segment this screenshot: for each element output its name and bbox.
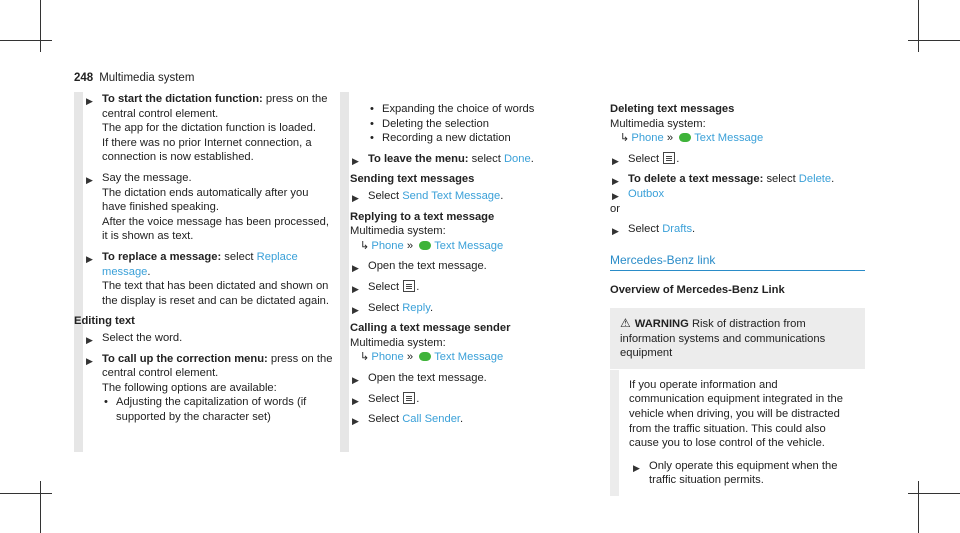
overview-heading: Overview of Mercedes-Benz Link — [610, 284, 785, 297]
replace-message-link[interactable]: Replace message — [102, 250, 298, 278]
step-open-message: ▶ Open the text message. — [340, 259, 600, 274]
arrow-icon: ▶ — [612, 155, 619, 166]
warning-triangle-icon: ⚠ — [620, 315, 631, 330]
delete-heading: Deleting text messages — [610, 103, 735, 115]
arrow-icon: ▶ — [612, 226, 619, 237]
step-select-menu: ▶ Select . — [610, 152, 870, 167]
reply-link[interactable]: Reply — [402, 301, 430, 314]
step-delete-message: ▶ To delete a text message: select Delete. — [610, 172, 870, 187]
page-header — [74, 71, 194, 86]
crop-mark — [40, 481, 41, 533]
arrow-icon: ▶ — [86, 253, 93, 264]
menu-path: ↳ Phone » Text Message — [360, 239, 504, 252]
arrow-icon: ▶ — [633, 462, 640, 473]
path-hook-icon: ↳ — [620, 132, 630, 145]
list-item: • Expanding the choice of words — [370, 103, 535, 115]
column-2: • Expanding the choice of words • Deleting the selection • Recording a new dictation ▶ To leave the menu: select Done. Sending text messages ▶ Select Send Text Message. Replying to a text message Multimedia system: ↳ Phone » Text Message ▶ Open the text message. ▶ Select . ▶ Select Reply. Calling a text message sender Multimedia system: ↳ Phone » Text Message ▶ Open the text message. ▶ Select . ▶ Select Call Sender. — [340, 102, 600, 433]
step-select-menu: ▶ Select . — [340, 392, 600, 407]
step-start-dictation: ▶ To start the dictation function: press on the central control element. The app for the dictation function is loaded. If there was no prior Internet connection, a connection is now established. — [86, 93, 328, 164]
step-select-word: ▶ Select the word. — [74, 331, 334, 346]
step-drafts: ▶ Select Drafts. — [610, 222, 870, 237]
crop-mark — [908, 493, 960, 494]
calling-heading: Calling a text message sender — [350, 322, 511, 335]
path-hook-icon: ↳ — [360, 351, 370, 364]
sending-heading: Sending text messages — [350, 173, 475, 186]
arrow-icon: ▶ — [86, 355, 93, 366]
step-select-menu: ▶ Select . — [340, 280, 600, 295]
done-link[interactable]: Done — [503, 152, 531, 165]
warning-step: ▶ Only operate this equipment when the traffic situation permits. — [633, 459, 838, 487]
step-outbox — [610, 187, 870, 202]
section-title: Mercedes-Benz link — [610, 253, 865, 272]
message-icon — [679, 133, 691, 142]
arrow-icon: ▶ — [352, 155, 359, 166]
arrow-icon: ▶ — [352, 263, 359, 274]
step-send-text: ▶ Select Send Text Message. — [340, 189, 600, 204]
chevron-double-icon: » — [666, 132, 674, 145]
crop-mark — [0, 493, 52, 494]
step-open-message: ▶ Open the text message. — [340, 371, 600, 386]
message-icon — [419, 241, 431, 250]
message-icon — [419, 352, 431, 361]
arrow-icon: ▶ — [352, 192, 359, 203]
menu-icon — [663, 152, 675, 164]
send-text-message-link[interactable]: Send Text Message — [402, 189, 501, 202]
menu-path: ↳ Phone » Text Message — [360, 351, 504, 364]
menu-path: ↳ Phone » Text Message — [620, 132, 764, 145]
arrow-icon: ▶ — [86, 334, 93, 345]
arrow-icon: ▶ — [86, 174, 93, 185]
arrow-icon: ▶ — [352, 283, 359, 294]
path-hook-icon: ↳ — [360, 239, 370, 252]
delete-link[interactable]: Delete — [798, 173, 832, 186]
menu-icon — [403, 392, 415, 404]
page-title: Multimedia system — [99, 72, 195, 84]
column-1 — [74, 92, 334, 430]
crop-mark — [0, 40, 52, 41]
drafts-link[interactable]: Drafts — [662, 223, 693, 236]
chevron-double-icon: » — [406, 239, 414, 252]
list-item: • Adjusting the capitalization of words (if supported by the character set) — [104, 396, 307, 423]
step-call-sender: ▶ Select Call Sender. — [340, 412, 600, 427]
arrow-icon: ▶ — [352, 395, 359, 406]
outbox-link[interactable]: Outbox — [628, 187, 665, 200]
step-replace-message: ▶ To replace a message: select Replace message. The text that has been dictated and shown on the display is reset and can be dictated again. — [86, 250, 330, 307]
chevron-double-icon: » — [406, 351, 414, 364]
arrow-icon: ▶ — [352, 374, 359, 385]
step-say-message: ▶ Say the message. The dictation ends automatically after you have finished speaking. After the voice message has been processed, it is shown as text. — [86, 171, 329, 243]
arrow-icon: ▶ — [612, 176, 619, 187]
step-correction-menu: ▶ To call up the correction menu: press on the central control element. The following options are available: • Adjusting the capitalization of words (if supported by the character set) — [86, 352, 333, 423]
step-leave-menu: ▶ To leave the menu: select Done. — [340, 152, 600, 167]
arrow-icon: ▶ — [86, 96, 93, 106]
reply-heading: Replying to a text message — [350, 210, 495, 223]
warning-box: ⚠ WARNING Risk of distraction from information systems and communications equipment If you operate information and communication equipment integrated in the vehicle when driving, you will be distracted from the traffic situation. This could also cause you to lose control of the vehicle. ▶ Only operate this equipment when the traffic situation permits. — [610, 308, 865, 496]
crop-mark — [918, 0, 919, 52]
call-sender-link[interactable]: Call Sender — [402, 413, 461, 426]
arrow-icon: ▶ — [352, 416, 359, 427]
list-item: • Deleting the selection — [370, 117, 489, 130]
column-3: Deleting text messages Multimedia system: ↳ Phone » Text Message ▶ Select . ▶ To delete a text message: select Delete. ▶ Outbox or ▶ Select Drafts. Mercedes-Benz link Overview of Mercedes-Benz Link ⚠ WARNING Risk of distraction from information systems and communications equipment If you operate information and communication equipment integrated in the vehicle when driving, you will be distracted from the traffic situation. This could also cause you to lose control of the vehicle. ▶ Only operate this equipment when the traffic situation permits. — [610, 102, 870, 496]
menu-icon — [403, 280, 415, 292]
step-select-reply: ▶ Select Reply. — [340, 301, 600, 316]
arrow-icon: ▶ — [352, 304, 359, 315]
editing-heading: Editing text — [74, 315, 135, 328]
crop-mark — [908, 40, 960, 41]
crop-mark — [918, 481, 919, 533]
list-item: • Recording a new dictation — [370, 132, 511, 145]
page-number: 248 — [74, 72, 94, 84]
arrow-icon: ▶ — [612, 190, 619, 201]
crop-mark — [40, 0, 41, 52]
